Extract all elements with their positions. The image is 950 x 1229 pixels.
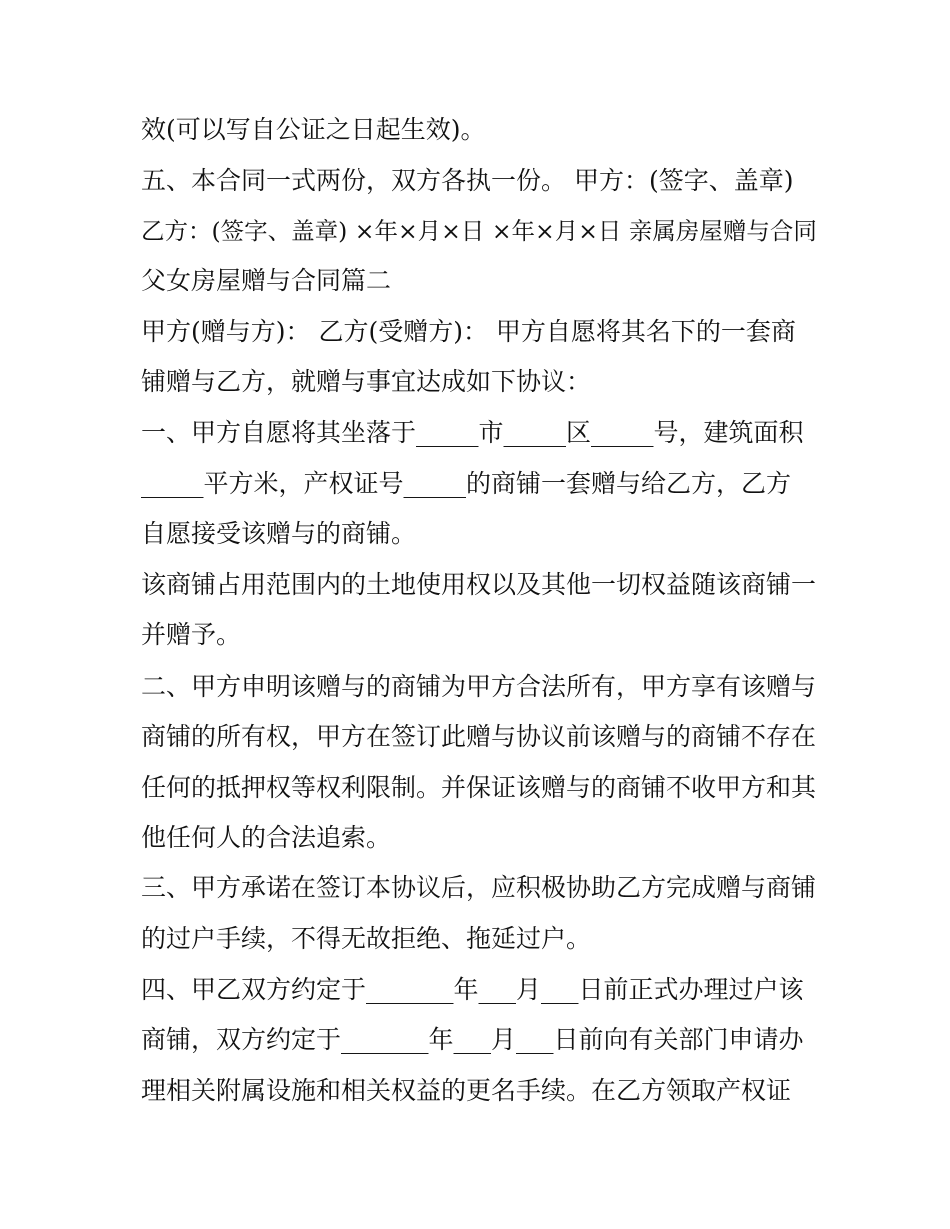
text-line: 他任何人的合法追索。: [141, 823, 392, 852]
text-line: 理相关附属设施和相关权益的更名手续。在乙方领取产权证: [141, 1076, 792, 1105]
text-line: 商铺的所有权，甲方在签订此赠与协议前该赠与的商铺不存在: [141, 722, 817, 751]
text-line: 四、甲乙双方约定于_______年___月___日前正式办理过户该: [141, 975, 804, 1004]
text-line: 并赠予。: [141, 620, 242, 649]
text-line: 任何的抵押权等权利限制。并保证该赠与的商铺不收甲方和其: [141, 773, 817, 802]
text-line: 乙方：(签字、盖章) ×年×月×日 ×年×月×日 亲属房屋赠与合同: [141, 217, 817, 245]
text-line: 商铺，双方约定于_______年___月___日前向有关部门申请办: [141, 1025, 804, 1054]
text-line: _____平方米，产权证号_____的商铺一套赠与给乙方，乙方: [141, 469, 792, 498]
text-line: 效(可以写自公证之日起生效)。: [141, 115, 486, 144]
text-line: 自愿接受该赠与的商铺。: [141, 519, 417, 548]
text-line: 的过户手续，不得无故拒绝、拖延过户。: [141, 924, 592, 953]
section-heading: 父女房屋赠与合同篇二: [141, 266, 392, 295]
text-line: 三、甲方承诺在签订本协议后，应积极协助乙方完成赠与商铺: [141, 873, 817, 902]
text-line: 五、本合同一式两份，双方各执一份。 甲方：(签字、盖章): [141, 166, 794, 195]
text-line: 甲方(赠与方)： 乙方(受赠方)： 甲方自愿将其名下的一套商: [141, 317, 796, 346]
text-line: 铺赠与乙方，就赠与事宜达成如下协议：: [141, 367, 592, 396]
text-line: 一、甲方自愿将其坐落于_____市_____区_____号，建筑面积: [141, 418, 804, 447]
text-line: 该商铺占用范围内的土地使用权以及其他一切权益随该商铺一: [141, 570, 817, 599]
text-line: 二、甲方申明该赠与的商铺为甲方合法所有，甲方享有该赠与: [141, 672, 817, 701]
